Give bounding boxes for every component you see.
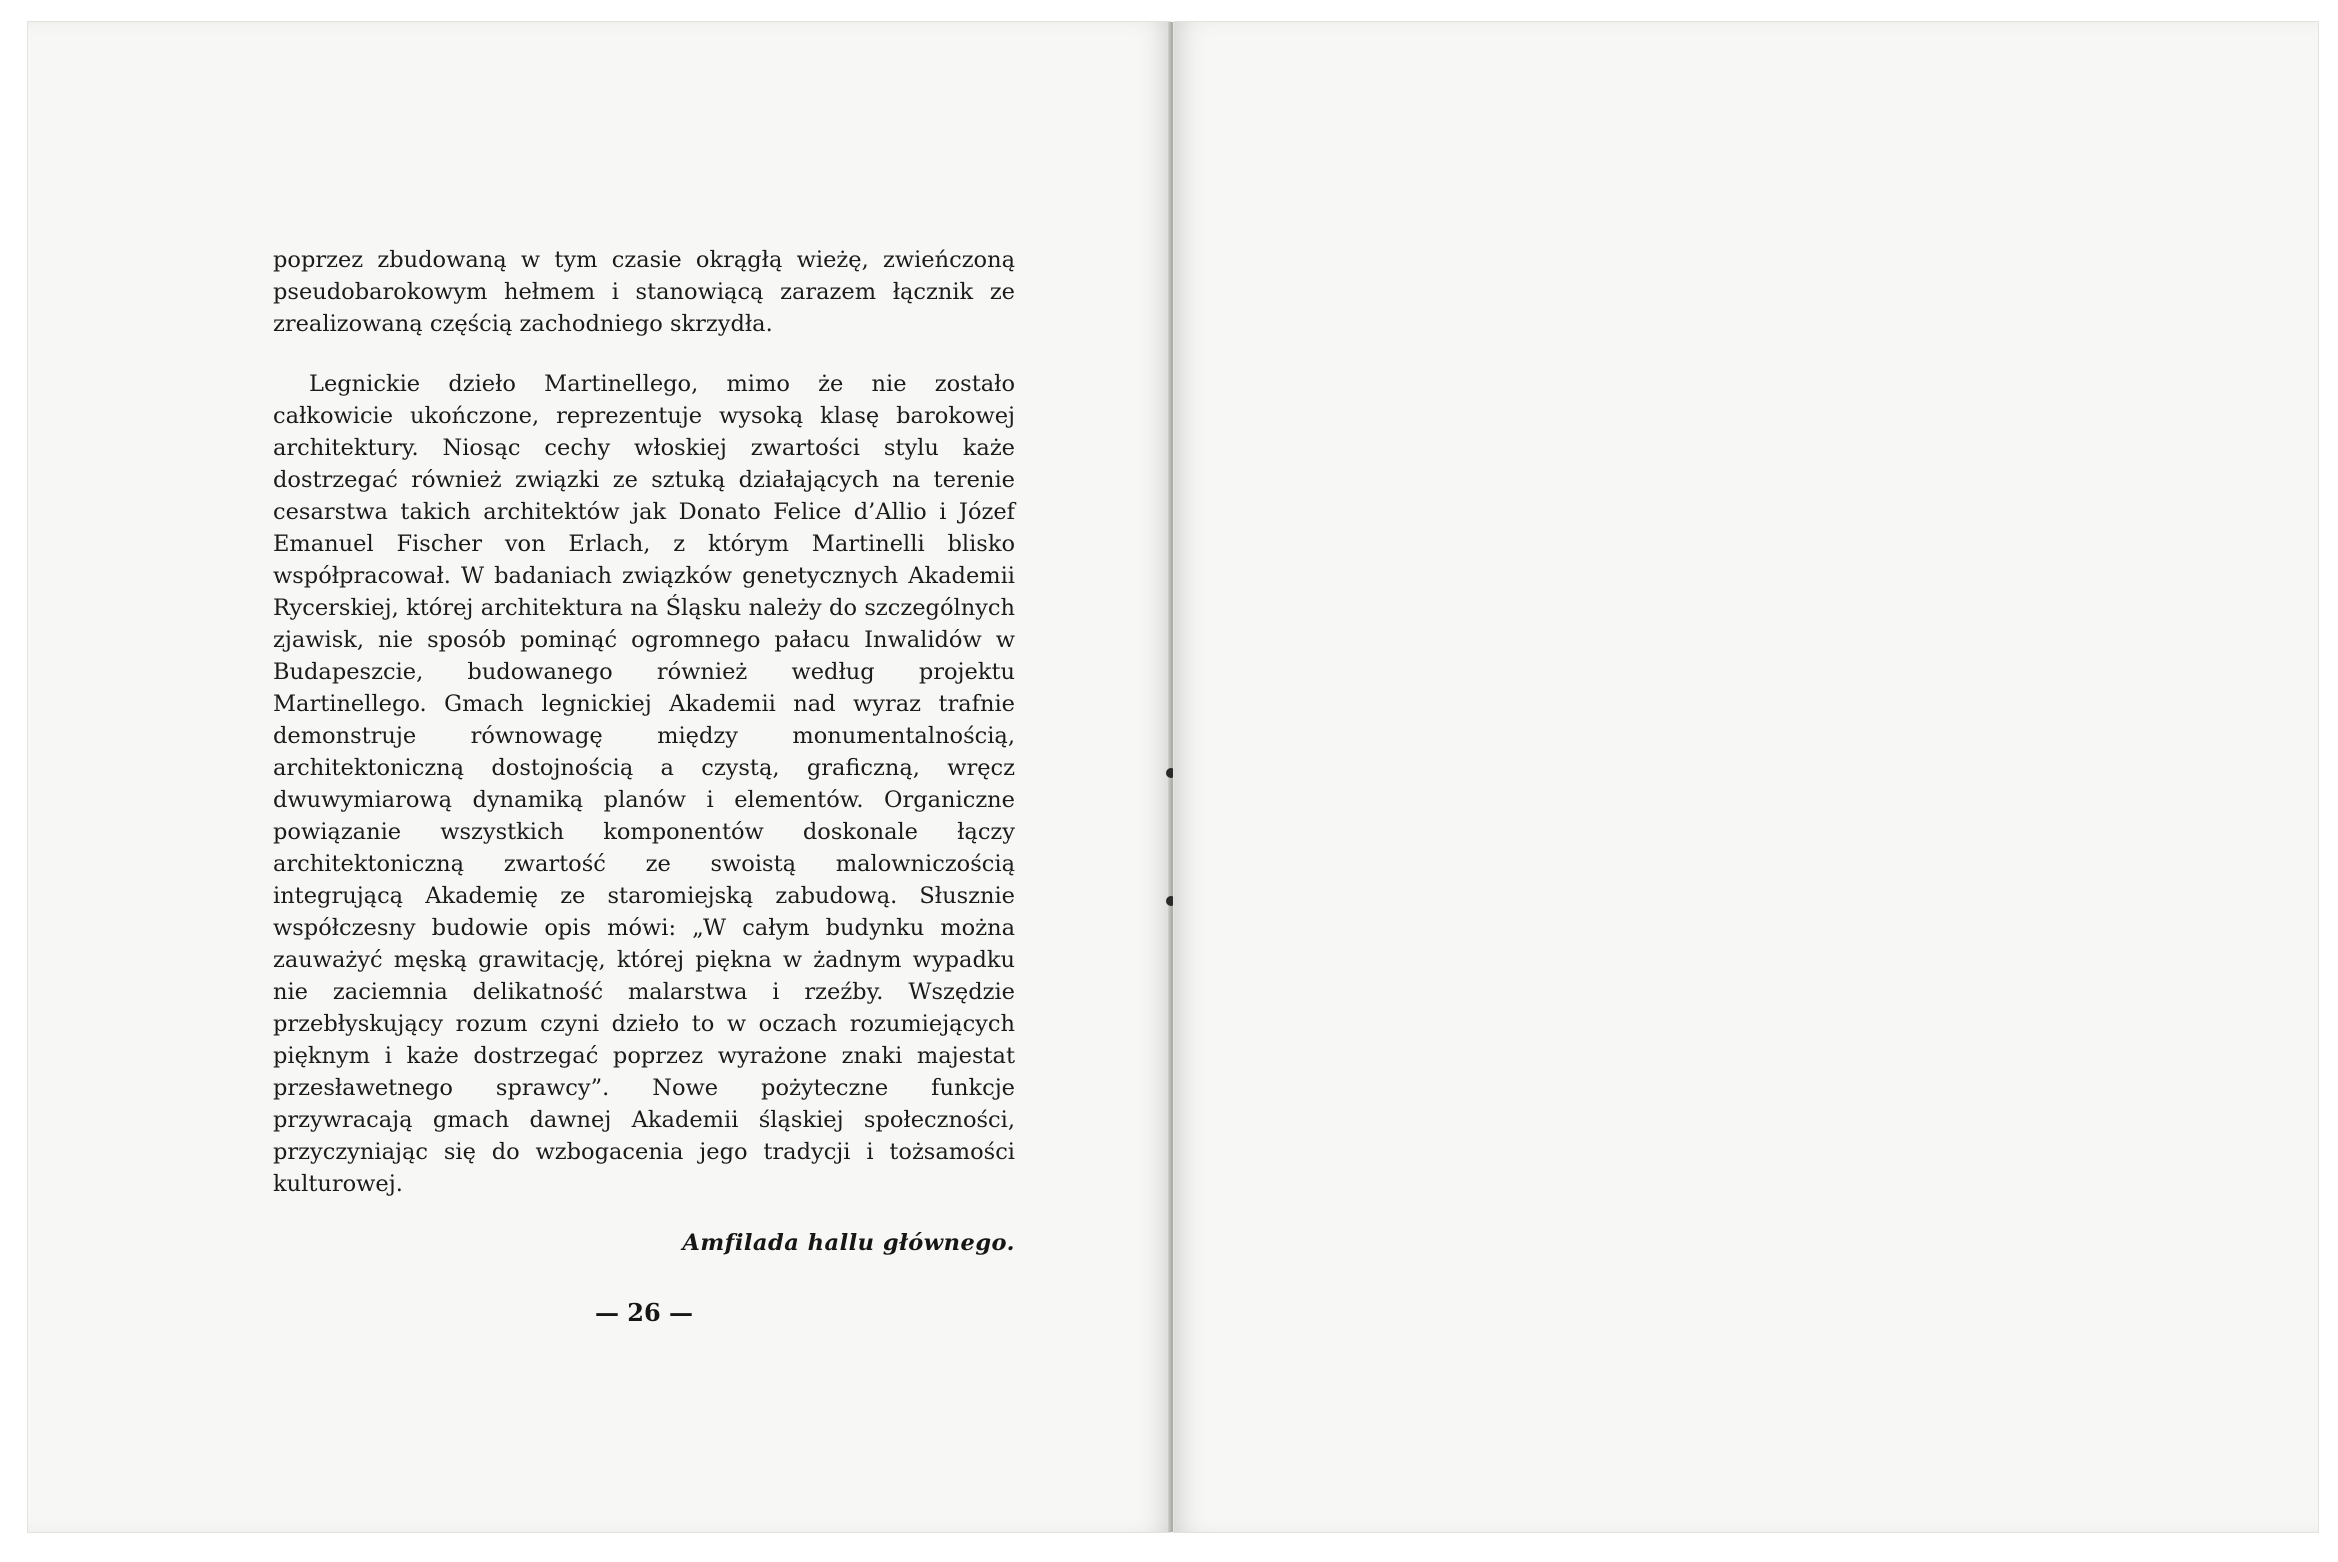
photo-caption: Amfilada hallu głównego. (682, 1230, 1015, 1256)
right-page (1174, 22, 2318, 1532)
page-number: — 26 — (594, 1298, 694, 1327)
paragraph-1: poprzez zbudowaną w tym czasie okrągłą wieżę, zwieńczoną pseudobarokowym hełmem i stanowiącą zarazem łącznik ze zrealizowaną częścią zachodniego skrzydła. (273, 247, 1015, 337)
paragraph-2: Legnickie dzieło Martinellego, mimo że nie zostało całkowicie ukończone, reprezentuje wysoką klasę barokowej architektury. Niosąc cechy włoskiej zwartości stylu każe dostrzegać również związki ze sztuką działających na terenie cesarstwa takich architektów jak Donato Felice d’Allio i Józef Emanuel Fischer von Erlach, z którym Martinelli blisko współpracował. W badaniach związków genetycznych Akademii Rycerskiej, której architektura na Śląsku należy do szczególnych zjawisk, nie sposób pominąć ogromnego pałacu Inwalidów w Budapeszcie, budowanego również według projektu Martinellego. Gmach legnickiej Akademii nad wyraz trafnie demonstruje równowagę między monumentalnością, architektoniczną dostojnością a czystą, graficzną, wręcz dwuwymiarową dynamiką planów i elementów. Organiczne powiązanie wszystkich komponentów doskonale łączy architektoniczną zwartość ze swoistą malowniczością integrującą Akademię ze staromiejską zabudową. Słusznie współczesny budowie opis mówi: „W całym budynku można zauważyć męską grawitację, której piękna w żadnym wypadku nie zaciemnia delikatność malarstwa i rzeźby. Wszędzie przebłyskujący rozum czyni dzieło to w oczach rozumiejących pięknym i każe dostrzegać poprzez wyrażone znaki majestat przesławetnego sprawcy”. Nowe pożyteczne funkcje przywracają gmach dawnej Akademii śląskiej społeczności, przyczyniając się do wzbogacenia jego tradycji i tożsamości kulturowej. (273, 371, 1015, 1197)
left-page (28, 22, 1170, 1532)
text-block (273, 244, 1015, 1200)
